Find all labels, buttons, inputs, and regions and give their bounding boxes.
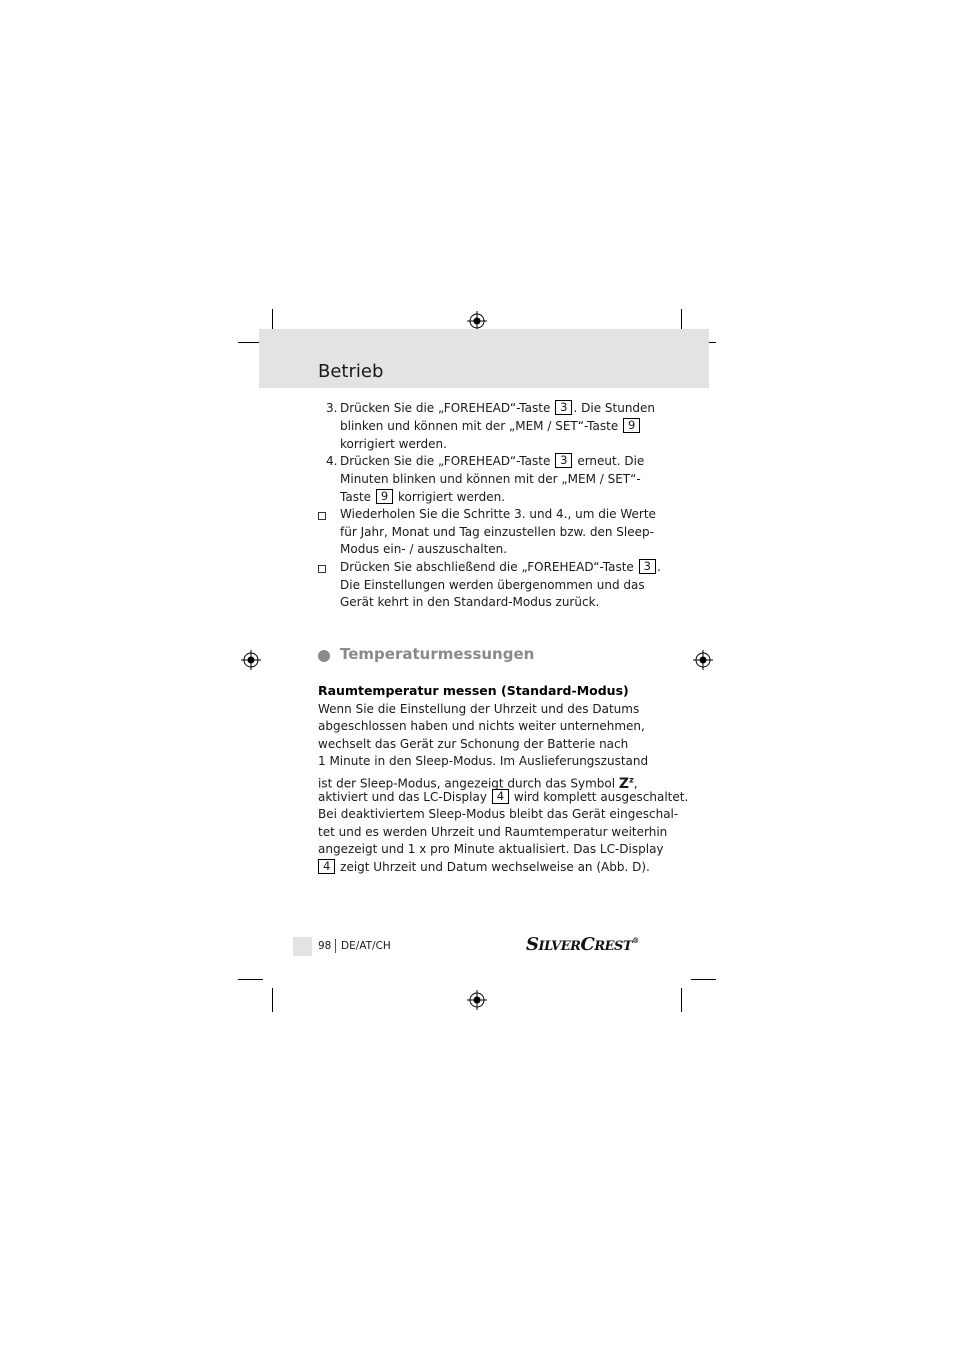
subheading: Raumtemperatur messen (Standard-Modus) bbox=[318, 683, 629, 698]
step-text: blinken und können mit der „MEM / SET“-Taste bbox=[340, 419, 619, 433]
square-bullet-icon bbox=[318, 512, 326, 520]
step-text: . bbox=[656, 560, 661, 574]
paragraph-line: Bei deaktiviertem Sleep-Modus bleibt das Gerät eingeschal- bbox=[318, 807, 679, 821]
step-text: korrigiert werden. bbox=[398, 490, 506, 504]
step-text: Taste bbox=[340, 490, 372, 504]
bullet-1-line-3: Modus ein- / auszuschalten. bbox=[340, 542, 508, 556]
step-text: Drücken Sie die „FOREHEAD“-Taste bbox=[340, 454, 551, 468]
step-text: Drücken Sie die „FOREHEAD“-Taste bbox=[340, 401, 551, 415]
step-text: erneut. Die bbox=[577, 454, 645, 468]
paragraph-text: aktiviert und das LC-Display bbox=[318, 790, 487, 804]
button-ref-box: 4 bbox=[492, 789, 509, 804]
button-ref-box: 3 bbox=[555, 453, 572, 468]
bullet-1-line-1: Wiederholen Sie die Schritte 3. und 4., um die Werte bbox=[340, 507, 656, 521]
paragraph-line bbox=[318, 859, 650, 877]
bullet-2-line-3: Gerät kehrt in den Standard-Modus zurück. bbox=[340, 595, 600, 609]
bullet-1-line-2: für Jahr, Monat und Tag einzustellen bzw. den Sleep- bbox=[340, 525, 654, 539]
page-title: Betrieb bbox=[318, 361, 384, 382]
crop-mark bbox=[681, 988, 682, 1012]
step-4-line-2: Minuten blinken und können mit der „MEM / SET“- bbox=[340, 472, 641, 486]
step-text: Drücken Sie abschließend die „FOREHEAD“-Taste bbox=[340, 560, 634, 574]
brand-logo: SILVERCREST® bbox=[526, 934, 639, 955]
crop-mark bbox=[272, 988, 273, 1012]
registration-mark-icon bbox=[467, 311, 487, 331]
square-bullet-icon bbox=[318, 565, 326, 573]
step-3-line-2 bbox=[340, 418, 641, 436]
page-number: 98 bbox=[318, 940, 332, 952]
paragraph-line: abgeschlossen haben und nichts weiter unternehmen, bbox=[318, 719, 645, 733]
paragraph-line: angezeigt und 1 x pro Minute aktualisiert. Das LC-Display bbox=[318, 842, 664, 856]
button-ref-box: 9 bbox=[623, 418, 640, 433]
button-ref-box: 3 bbox=[639, 559, 656, 574]
paragraph-text: ist der Sleep-Modus, angezeigt durch das Symbol bbox=[318, 776, 616, 791]
section-bullet-icon bbox=[318, 650, 330, 662]
registration-mark-icon bbox=[467, 990, 487, 1010]
section-title: Temperaturmessungen bbox=[340, 645, 535, 663]
paragraph-text: , bbox=[633, 776, 638, 791]
paragraph-line: tet und es werden Uhrzeit und Raumtemperatur weiterhin bbox=[318, 825, 668, 839]
registration-mark-icon bbox=[693, 650, 713, 670]
button-ref-box: 3 bbox=[555, 400, 572, 415]
sleep-symbol-icon: $Z^z$ bbox=[618, 775, 634, 792]
step-3-line-1 bbox=[340, 400, 655, 418]
button-ref-box: 4 bbox=[318, 859, 335, 874]
crop-mark bbox=[691, 979, 716, 980]
step-number: 3. bbox=[326, 401, 338, 415]
step-3-line-3: korrigiert werden. bbox=[340, 437, 447, 451]
button-ref-box: 9 bbox=[376, 489, 393, 504]
bullet-2-line-1 bbox=[340, 559, 661, 577]
crop-mark bbox=[238, 979, 263, 980]
paragraph-text: zeigt Uhrzeit und Datum wechselweise an (Abb. D). bbox=[340, 860, 650, 874]
step-4-line-1 bbox=[340, 453, 644, 471]
paragraph-line: Wenn Sie die Einstellung der Uhrzeit und des Datums bbox=[318, 702, 640, 716]
step-number: 4. bbox=[326, 454, 338, 468]
paragraph-line bbox=[318, 789, 688, 807]
locale-label: DE/AT/CH bbox=[341, 940, 391, 952]
footer-divider bbox=[335, 939, 336, 953]
paragraph-text: wird komplett ausgeschaltet. bbox=[513, 790, 689, 804]
paragraph-line: wechselt das Gerät zur Schonung der Batterie nach bbox=[318, 737, 629, 751]
registration-mark-icon bbox=[241, 650, 261, 670]
footer-tab bbox=[293, 937, 312, 956]
step-4-line-3 bbox=[340, 489, 505, 507]
step-text: . Die Stunden bbox=[573, 401, 656, 415]
bullet-2-line-2: Die Einstellungen werden übergenommen und das bbox=[340, 578, 645, 592]
paragraph-line: 1 Minute in den Sleep-Modus. Im Auslieferungszustand bbox=[318, 754, 649, 768]
